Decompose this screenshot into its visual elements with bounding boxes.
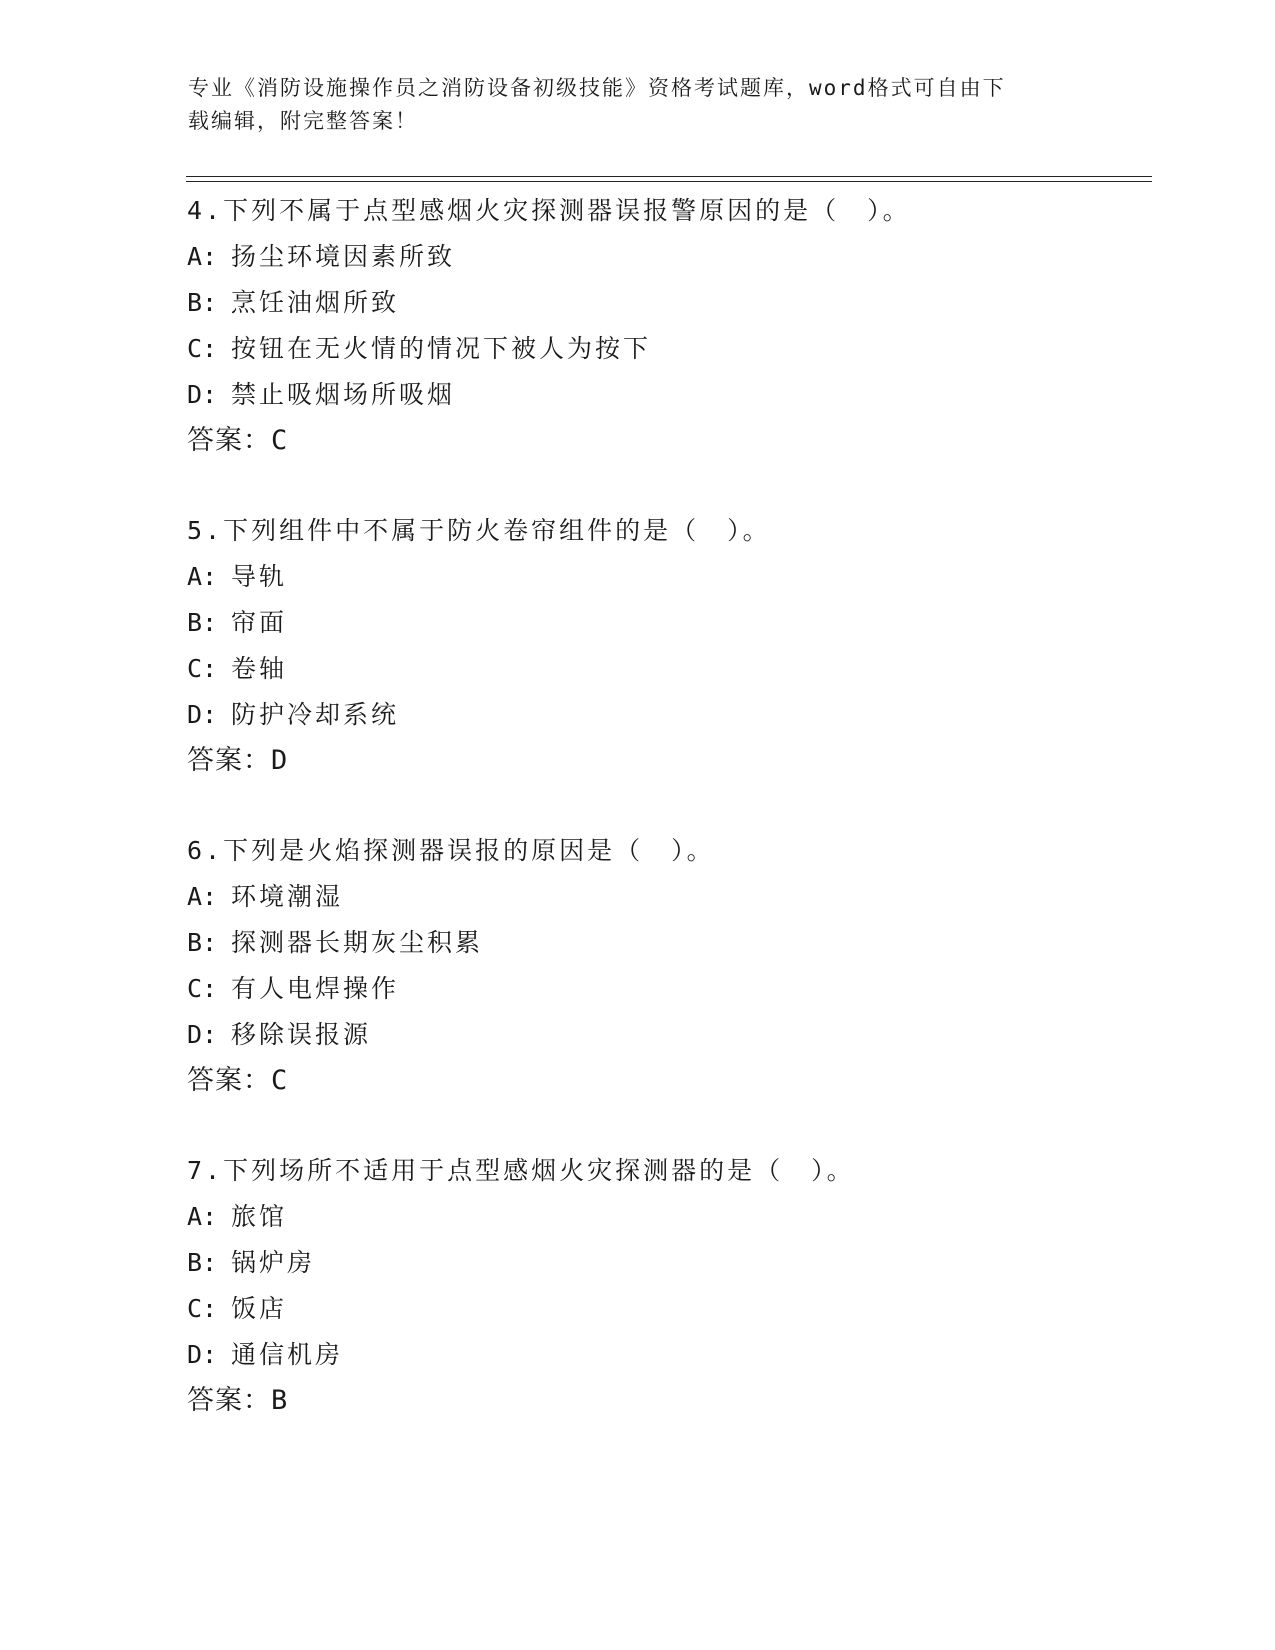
option-text: 旅馆: [231, 1202, 288, 1231]
option-text: 通信机房: [231, 1340, 344, 1369]
question-5: [187, 508, 1147, 784]
option-text: 禁止吸烟场所吸烟: [231, 380, 456, 409]
question-list: [187, 188, 1147, 1468]
option-text: 探测器长期灰尘积累: [231, 928, 484, 957]
option-key: D:: [187, 1020, 218, 1049]
option-key: A:: [187, 882, 218, 911]
option-key: C:: [187, 1294, 218, 1323]
question-6: [187, 828, 1147, 1104]
header-rule-top: [186, 176, 1152, 177]
option-key: C:: [187, 334, 218, 363]
option-key: B:: [187, 1248, 218, 1277]
header-rule-bottom: [186, 181, 1152, 182]
option-a: [187, 1194, 1147, 1240]
option-text: 饭店: [231, 1294, 288, 1323]
answer-line: 答案：C: [187, 1065, 289, 1096]
option-c: [187, 326, 1147, 372]
option-d: [187, 372, 1147, 418]
option-text: 帘面: [231, 608, 288, 637]
option-key: C:: [187, 974, 218, 1003]
option-key: A:: [187, 562, 218, 591]
option-b: [187, 1240, 1147, 1286]
option-text: 卷轴: [231, 654, 288, 683]
option-text: 防护冷却系统: [231, 700, 400, 729]
option-d: [187, 692, 1147, 738]
question-stem: 5.下列组件中不属于防火卷帘组件的是（ ）。: [187, 516, 771, 545]
document-header: [188, 72, 1068, 138]
option-text: 烹饪油烟所致: [231, 288, 400, 317]
option-a: [187, 234, 1147, 280]
option-a: [187, 874, 1147, 920]
answer-line: 答案：D: [187, 745, 289, 776]
option-d: [187, 1012, 1147, 1058]
option-b: [187, 280, 1147, 326]
option-text: 导轨: [231, 562, 288, 591]
option-a: [187, 554, 1147, 600]
option-text: 按钮在无火情的情况下被人为按下: [231, 334, 652, 363]
option-key: D:: [187, 1340, 218, 1369]
option-key: D:: [187, 380, 218, 409]
header-line-2: 载编辑，附完整答案！: [188, 109, 418, 133]
option-key: B:: [187, 288, 218, 317]
option-c: [187, 646, 1147, 692]
option-b: [187, 600, 1147, 646]
question-stem: 7.下列场所不适用于点型感烟火灾探测器的是（ ）。: [187, 1156, 855, 1185]
option-text: 锅炉房: [231, 1248, 316, 1277]
option-key: B:: [187, 608, 218, 637]
option-d: [187, 1332, 1147, 1378]
question-stem: 6.下列是火焰探测器误报的原因是（ ）。: [187, 836, 715, 865]
answer-line: 答案：B: [187, 1385, 289, 1416]
question-7: [187, 1148, 1147, 1424]
option-key: D:: [187, 700, 218, 729]
option-c: [187, 966, 1147, 1012]
option-text: 扬尘环境因素所致: [231, 242, 456, 271]
question-4: [187, 188, 1147, 464]
option-key: A:: [187, 242, 218, 271]
answer-line: 答案：C: [187, 425, 289, 456]
option-text: 环境潮湿: [231, 882, 344, 911]
option-key: A:: [187, 1202, 218, 1231]
option-text: 移除误报源: [231, 1020, 372, 1049]
option-key: B:: [187, 928, 218, 957]
option-text: 有人电焊操作: [231, 974, 400, 1003]
header-line-1: 专业《消防设施操作员之消防设备初级技能》资格考试题库，word格式可自由下: [188, 76, 1006, 100]
option-c: [187, 1286, 1147, 1332]
question-stem: 4.下列不属于点型感烟火灾探测器误报警原因的是（ ）。: [187, 196, 911, 225]
option-b: [187, 920, 1147, 966]
option-key: C:: [187, 654, 218, 683]
